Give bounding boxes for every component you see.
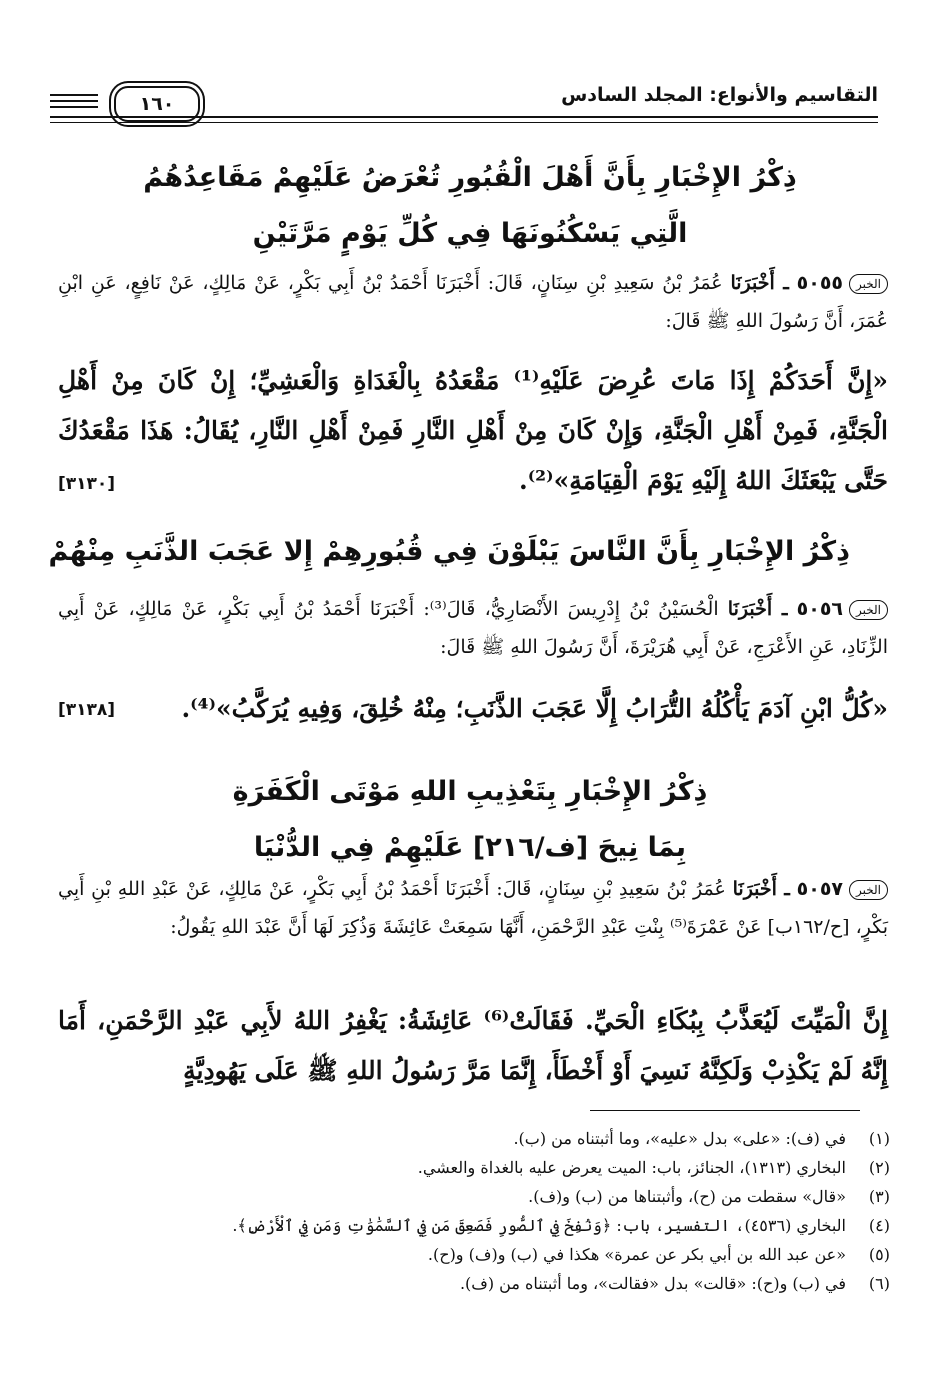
heading-line: بِمَا نِيحَ [ف/٢١٦] عَلَيْهِمْ فِي الدُّنْيَا bbox=[253, 832, 687, 863]
hadith-matn: «إِنَّ أَحَدَكُمْ إِذَا مَاتَ عُرِضَ عَلَيْهِ⁽¹⁾ مَقْعَدُهُ بِالْغَدَاةِ وَالْعَشِيِّ؛ إِنْ كَانَ مِنْ أَهْلِ الْجَنَّةِ، فَمِنْ أَهْلِ الْجَنَّةِ، وَإِنْ كَانَ مِنْ أَهْلِ النَّارِ فَمِنْ أَهْلِ النَّارِ، يُقَالُ: هَذَا مَقْعَدُكَ حَتَّى يَبْعَثَكَ اللهُ إِلَيْهِ يَوْمَ الْقِيَامَةِ»⁽²⁾. bbox=[58, 366, 889, 495]
khabar-badge: الخبر bbox=[849, 880, 888, 900]
hadith-isnad bbox=[58, 264, 888, 340]
footnote-number: (٢) bbox=[868, 1158, 890, 1177]
akhbarana: ـ أَخْبَرَنَا bbox=[732, 878, 790, 900]
isnad-text: الْحُسَيْنُ بْنُ إِدْرِيسَ الأَنْصَارِيُّ، قَالَ⁽³⁾: أَخْبَرَنَا أَحْمَدُ بْنُ أَبِي بَكْرٍ، عَنْ مَالِكٍ، عَنْ أَبِي الزِّنَادِ، عَنِ الأَعْرَجِ، عَنْ أَبِي هُرَيْرَةَ، أَنَّ رَسُولَ اللهِ ﷺ قَالَ: bbox=[58, 598, 888, 658]
footnote-text: في (ف): «على» بدل «عليه»، وما أثبتناه من (ب). bbox=[513, 1129, 846, 1148]
heading-line: ذِكْرُ الإِخْبَارِ بِتَعْذِيبِ اللهِ مَوْتَى الْكَفَرَةِ bbox=[232, 776, 708, 807]
footnote-text: في (ب) و(ح): «قالت» بدل «فقالت»، وما أثبتناه من (ف). bbox=[459, 1274, 846, 1293]
footnote-text: البخاري (٤٥٣٦)، التفسير، باب: ﴿وَنُفِخَ فِي ٱلصُّورِ فَصَعِقَ مَن فِي ٱلسَّمَٰوَٰتِ وَمَن فِي ٱلْأَرْضِ﴾. bbox=[232, 1216, 846, 1235]
hadith-isnad bbox=[58, 590, 888, 666]
hadith-number: ٥٠٥٧ bbox=[796, 878, 844, 900]
khabar-badge: الخبر bbox=[849, 274, 888, 294]
footnote-separator bbox=[590, 1110, 860, 1111]
header-rule-thin bbox=[50, 122, 878, 123]
section-heading bbox=[48, 524, 850, 580]
footnote bbox=[70, 1182, 890, 1211]
hadith-number: ٥٠٥٦ bbox=[796, 598, 844, 620]
isnad-text: عُمَرُ بْنُ سَعِيدِ بْنِ سِنَانٍ، قَالَ: أَخْبَرَنَا أَحْمَدُ بْنُ أَبِي بَكْرٍ، عَنْ مَالِكٍ، عَنْ نَافِعٍ، عَنِ ابْنِ عُمَرَ، أَنَّ رَسُولَ اللهِ ﷺ قَالَ: bbox=[58, 272, 888, 332]
heading-line: ذِكْرُ الإِخْبَارِ بِأَنَّ أَهْلَ الْقُبُورِ تُعْرَضُ عَلَيْهِمْ مَقَاعِدُهُمُ bbox=[143, 162, 797, 193]
page-number: ١٦٠ bbox=[114, 86, 200, 122]
hadith-matn: إِنَّ الْمَيِّتَ لَيُعَذَّبُ بِبُكَاءِ الْحَيِّ. فَقَالَتْ⁽⁶⁾ عَائِشَةُ: يَغْفِرُ اللهُ لأَبِي عَبْدِ الرَّحْمَنِ، أَمَا إِنَّهُ لَمْ يَكْذِبْ وَلَكِنَّهُ نَسِيَ أَوْ أَخْطَأَ، إِنَّمَا مَرَّ رَسُولُ اللهِ ﷺ عَلَى يَهُودِيَّةٍ bbox=[58, 1006, 888, 1085]
footnote bbox=[70, 1211, 890, 1240]
hadith-reference: [٣١٣٨] bbox=[58, 700, 116, 720]
footnote bbox=[70, 1240, 890, 1269]
heading-line: ذِكْرُ الإِخْبَارِ بِأَنَّ النَّاسَ يَبْلَوْنَ فِي قُبُورِهِمْ إِلا عَجَبَ الذَّنَبِ مِنْهُمْ bbox=[48, 536, 850, 567]
heading-line: الَّتِي يَسْكُنُونَهَا فِي كُلِّ يَوْمٍ مَرَّتَيْنِ bbox=[252, 218, 688, 249]
footnote-text: «قال» سقطت من (ح)، وأثبتناها من (ب) و(ف). bbox=[528, 1187, 846, 1206]
footnote-number: (٤) bbox=[868, 1216, 890, 1235]
hadith-matn: «كُلُّ ابْنِ آدَمَ يَأْكُلُهُ التُّرَابُ إِلَّا عَجَبَ الذَّنَبِ؛ مِنْهُ خُلِقَ، وَفِيهِ يُرَكَّبُ»⁽⁴⁾. bbox=[181, 694, 888, 723]
footnote-number: (٣) bbox=[868, 1187, 890, 1206]
footnote-number: (٦) bbox=[868, 1274, 890, 1293]
hadith-reference: [٣١٣٠] bbox=[58, 474, 116, 494]
header-rule bbox=[50, 116, 878, 118]
footnote bbox=[70, 1269, 890, 1298]
khabar-badge: الخبر bbox=[849, 600, 888, 620]
footnote bbox=[70, 1124, 890, 1153]
hadith-isnad bbox=[58, 870, 888, 946]
footnote-number: (٥) bbox=[868, 1245, 890, 1264]
running-title: التقاسيم والأنواع: المجلد السادس bbox=[561, 84, 878, 106]
akhbarana: ـ أَخْبَرَنَا bbox=[730, 272, 789, 294]
header-ornament bbox=[50, 94, 98, 108]
footnote bbox=[70, 1153, 890, 1182]
isnad-text: عُمَرُ بْنُ سَعِيدِ بْنِ سِنَانٍ، قَالَ: أَخْبَرَنَا أَحْمَدُ بْنُ أَبِي بَكْرٍ، عَنْ مَالِكٍ، عَنْ عَبْدِ اللهِ بْنِ أَبِي بَكْرٍ، [ح/١٦٢ب] عَنْ عَمْرَةَ⁽⁵⁾ بِنْتِ عَبْدِ الرَّحْمَنِ، أَنَّهَا سَمِعَتْ عَائِشَةَ وَذُكِرَ لَهَا أَنَّ عَبْدَ اللهِ يَقُولُ: bbox=[58, 878, 888, 938]
page-header bbox=[50, 78, 878, 132]
section-heading bbox=[90, 764, 850, 876]
footnotes bbox=[70, 1124, 890, 1298]
akhbarana: ـ أَخْبَرَنَا bbox=[727, 598, 788, 620]
footnote-text: «عن عبد الله بن أبي بكر عن عمرة» هكذا في (ب) و(ف) و(ح). bbox=[427, 1245, 846, 1264]
section-heading bbox=[90, 150, 850, 262]
footnote-number: (١) bbox=[868, 1129, 890, 1148]
hadith-number: ٥٠٥٥ bbox=[796, 272, 844, 294]
footnote-text: البخاري (١٣١٣)، الجنائز، باب: الميت يعرض عليه بالغداة والعشي. bbox=[417, 1158, 846, 1177]
